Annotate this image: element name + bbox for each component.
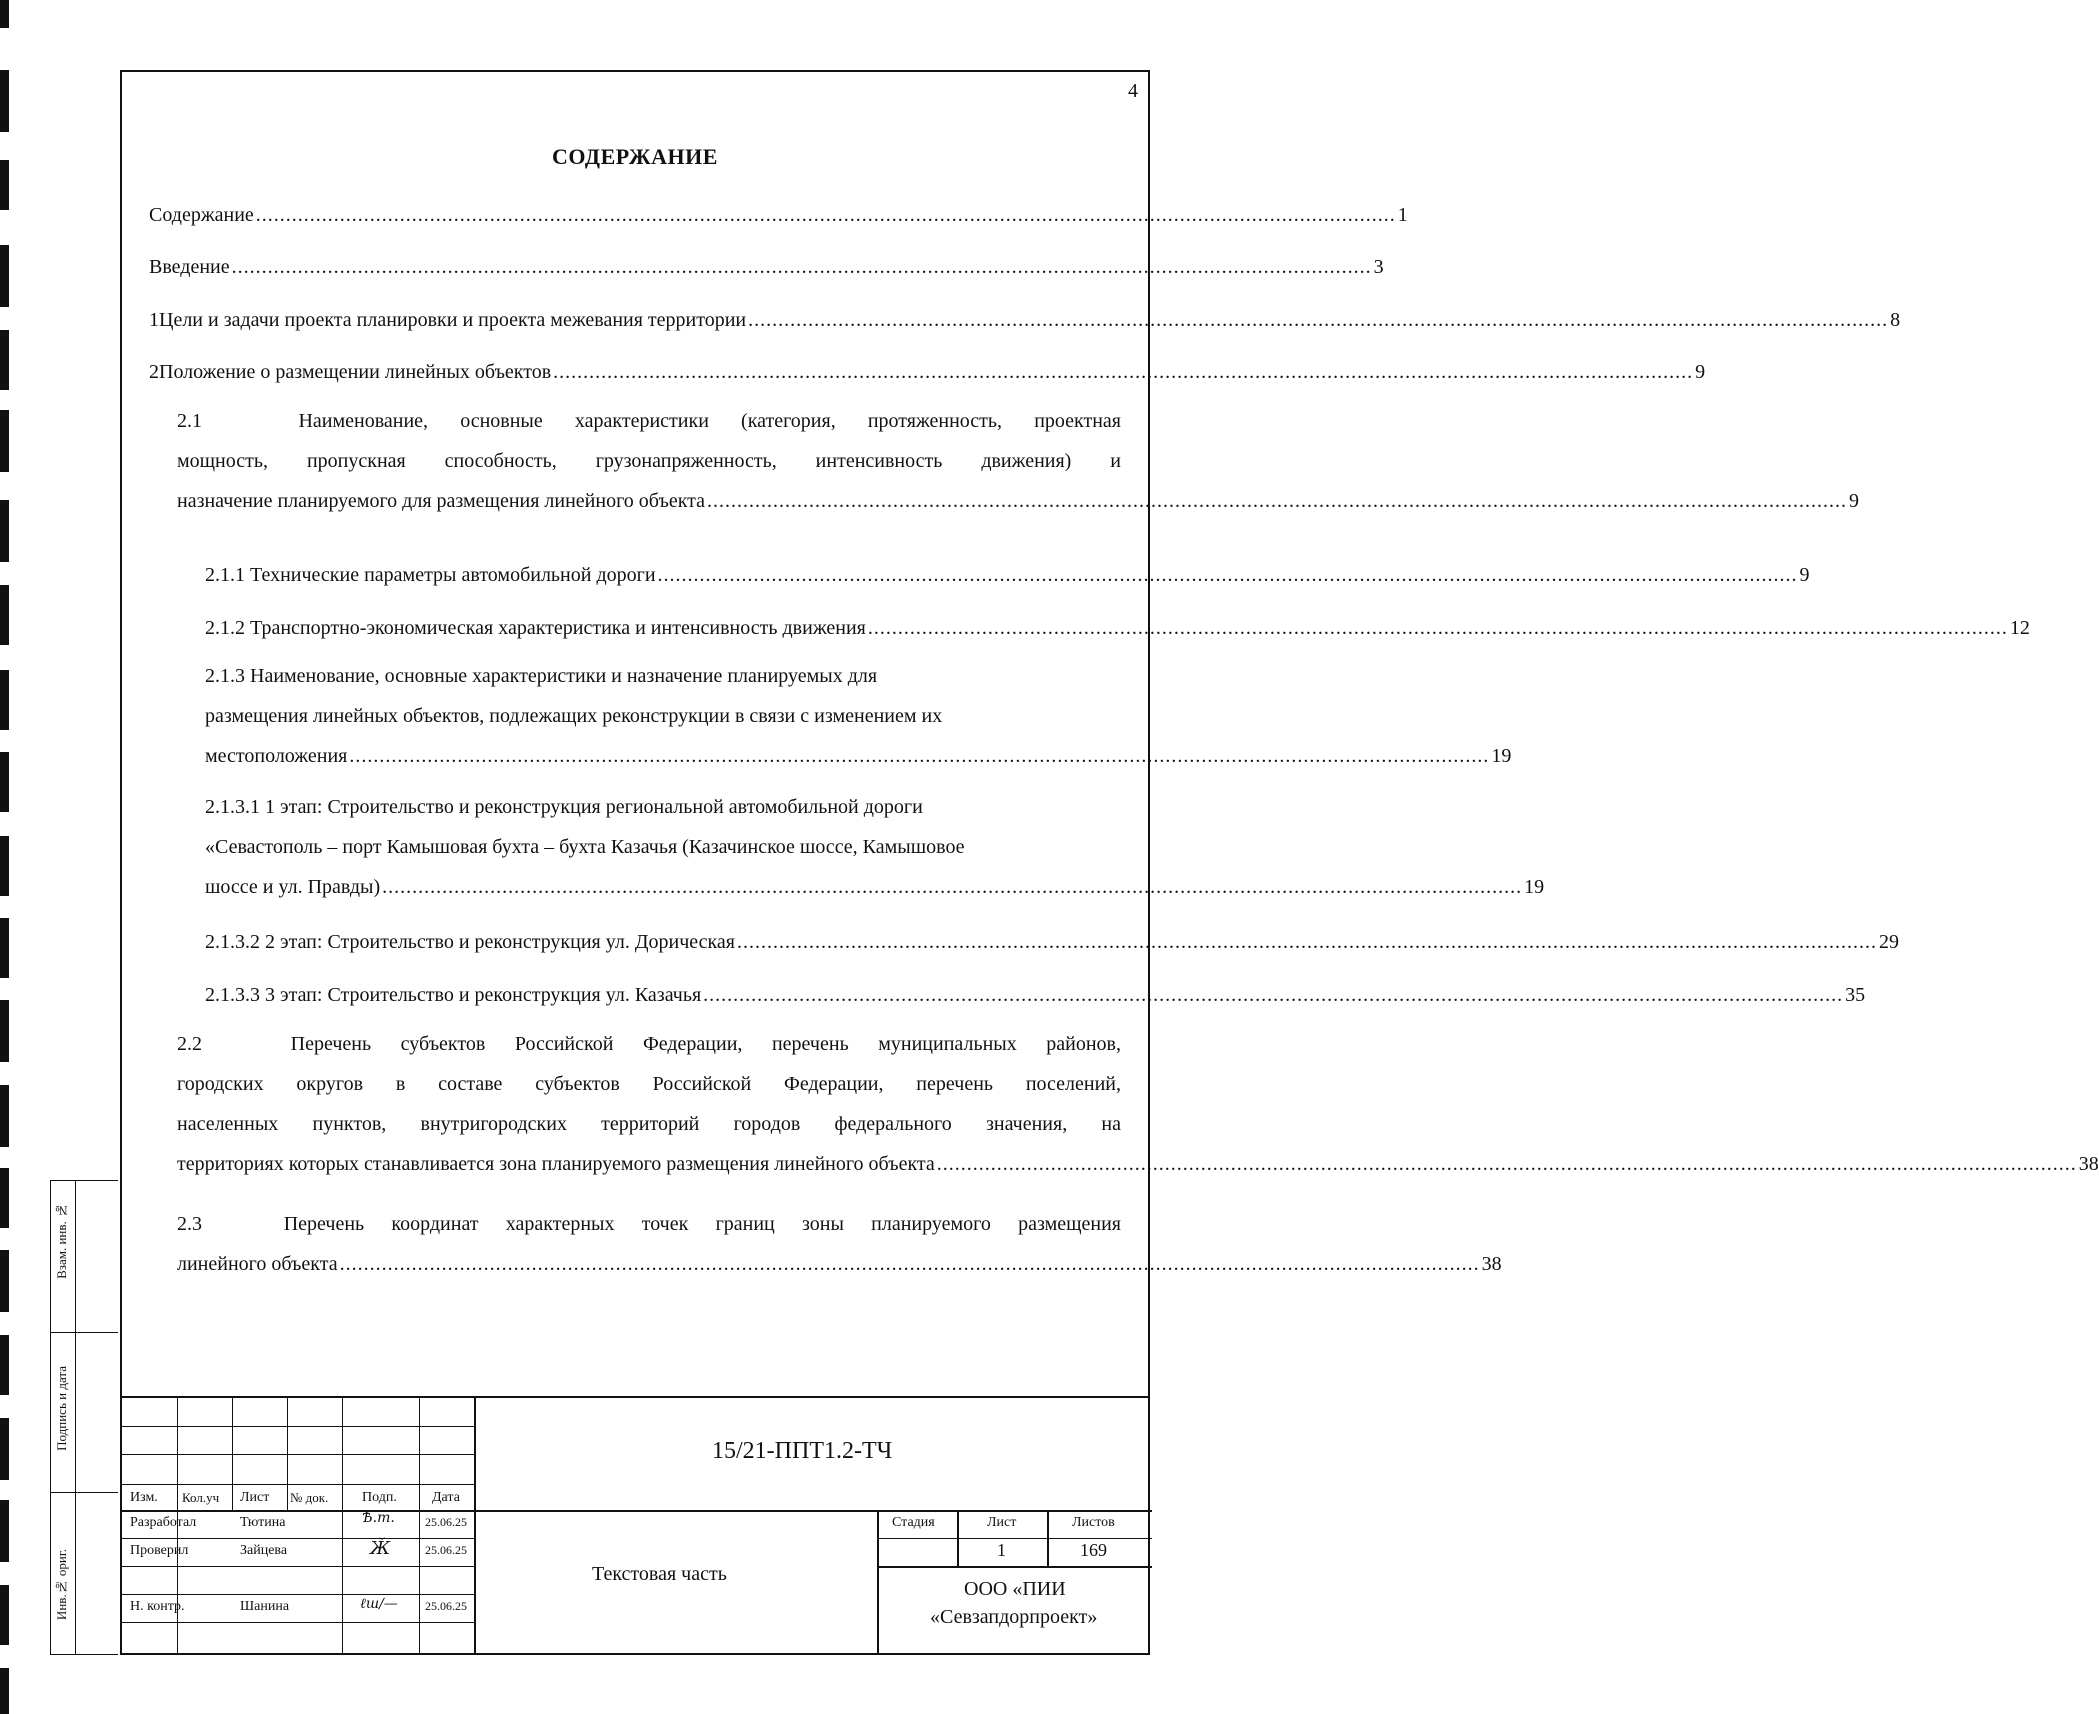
- toc-entry-page: 29: [1879, 931, 1899, 953]
- toc-entry-text: шоссе и ул. Правды): [205, 876, 381, 898]
- binder-mark: [0, 585, 9, 645]
- toc-entry-line: 2.1 Наименование, основные характеристики (категория, протяженность, проектная: [177, 410, 1121, 432]
- binder-mark: [0, 1085, 9, 1147]
- toc-entry-page: 1: [1397, 204, 1408, 226]
- toc-entry-page: 12: [2009, 617, 2030, 639]
- toc-entry-line: населенных пунктов, внутригородских территорий городов федерального значения, на: [177, 1113, 1121, 1135]
- title-block: [122, 1396, 1148, 1653]
- toc-entry-line: 2.1.3.1 1 этап: Строительство и реконструкция региональной автомобильной дороги: [205, 796, 923, 818]
- toc-entry[interactable]: [205, 617, 2030, 640]
- toc-entry[interactable]: [205, 564, 1810, 587]
- binder-mark: [0, 918, 9, 978]
- toc-entry-number: 2: [149, 361, 159, 383]
- grid-row-line: [122, 1454, 474, 1455]
- binder-mark: [0, 70, 9, 132]
- name-norm-control: Шанина: [240, 1599, 290, 1614]
- toc-entry-line: «Севастополь – порт Камышовая бухта – бухта Казачья (Казачинское шоссе, Камышовое: [205, 836, 965, 858]
- signature-developer: Ѣ.т.: [362, 1510, 395, 1526]
- grid-row-line: [122, 1594, 474, 1595]
- binder-mark: [0, 1418, 9, 1480]
- grid-row-line: [122, 1622, 474, 1623]
- grid-row-line: [122, 1484, 474, 1485]
- role-checker: Проверил: [130, 1543, 189, 1558]
- grid-row-line: [122, 1538, 474, 1539]
- toc-leader: ..............................................................................................................................................................................................: [255, 204, 1396, 226]
- toc-leader: ..............................................................................................................................................................................................: [936, 1153, 2077, 1175]
- side-label-inv: Инв.№ ориг.: [54, 1549, 69, 1621]
- binder-mark: [0, 1168, 9, 1228]
- toc-entry[interactable]: [149, 204, 1408, 227]
- binder-mark: [0, 836, 9, 896]
- toc-leader: ..............................................................................................................................................................................................: [382, 876, 1523, 898]
- toc-entry-text: Цели и задачи проекта планировки и проекта межевания территории: [159, 309, 747, 331]
- header-kol: Кол.уч: [182, 1490, 220, 1505]
- toc-entry-page: 8: [1890, 309, 1901, 331]
- info-block-line: [877, 1538, 1152, 1539]
- binder-mark: [0, 330, 9, 390]
- toc-leader: ..............................................................................................................................................................................................: [737, 931, 1877, 953]
- toc-entry-text: Содержание: [149, 204, 254, 226]
- toc-leader: ..............................................................................................................................................................................................: [657, 564, 1798, 586]
- toc-entry-line: городских округов в составе субъектов Российской Федерации, перечень поселений,: [177, 1073, 1121, 1095]
- toc-entry[interactable]: [205, 984, 1866, 1007]
- header-date: Дата: [432, 1490, 460, 1505]
- toc-entry-line: 2.1.3 Наименование, основные характеристики и назначение планируемых для: [205, 665, 878, 687]
- toc-entry-text: 2.1.3.2 2 этап: Строительство и реконструкция ул. Дорическая: [205, 931, 735, 953]
- toc-entry-number: 1: [149, 309, 159, 331]
- sheet-number: 1: [997, 1540, 1006, 1560]
- toc-leader: ..............................................................................................................................................................................................: [748, 309, 1889, 331]
- toc-entry-page: 35: [1845, 984, 1866, 1006]
- role-developer: Разработал: [130, 1515, 197, 1530]
- header-list: Лист: [240, 1490, 270, 1505]
- binder-mark: [0, 670, 9, 730]
- grid-col-line: [342, 1398, 343, 1653]
- toc-leader: ..............................................................................................................................................................................................: [707, 490, 1848, 512]
- grid-col-line: [474, 1398, 476, 1653]
- sheet-label: Лист: [987, 1515, 1017, 1530]
- document-code: 15/21-ППТ1.2-ТЧ: [712, 1438, 893, 1464]
- binder-mark: [0, 0, 9, 28]
- name-developer: Тютина: [240, 1515, 286, 1530]
- binder-mark: [0, 500, 9, 562]
- role-norm-control: Н. контр.: [130, 1599, 185, 1614]
- grid-row-line: [122, 1426, 474, 1427]
- info-block-line: [877, 1566, 1152, 1568]
- binder-mark: [0, 410, 9, 472]
- toc-entry[interactable]: [149, 361, 1706, 384]
- toc-entry-page: 9: [1695, 361, 1706, 383]
- binder-mark: [0, 245, 9, 307]
- binder-mark: [0, 1500, 9, 1562]
- binder-mark: [0, 1668, 9, 1714]
- grid-row-line: [122, 1566, 474, 1567]
- grid-col-line: [287, 1398, 288, 1512]
- stage-label: Стадия: [892, 1515, 935, 1530]
- toc-entry[interactable]: [177, 1024, 2099, 1184]
- toc-entry-text: 2.1.2 Транспортно-экономическая характеристика и интенсивность движения: [205, 617, 866, 639]
- side-label-podpis: Подпись и дата: [54, 1366, 69, 1451]
- grid-row-line: [122, 1510, 1152, 1512]
- binder-mark: [0, 1000, 9, 1062]
- date-developer: 25.06.25: [425, 1515, 467, 1529]
- binder-mark: [0, 752, 9, 812]
- toc-entry-page: 9: [1799, 564, 1810, 586]
- toc-entry[interactable]: [205, 931, 1899, 954]
- toc-entry[interactable]: [149, 309, 1901, 332]
- sheets-total: 169: [1080, 1540, 1107, 1560]
- toc-entry-text: Введение: [149, 256, 230, 278]
- toc-entry-text: 2.1.3.3 3 этап: Строительство и реконструкция ул. Казачья: [205, 984, 702, 1006]
- page-number: 4: [1128, 80, 1138, 102]
- binder-mark: [0, 1585, 9, 1645]
- toc-entry-text: 2.1.1 Технические параметры автомобильной дороги: [205, 564, 656, 586]
- toc-entry[interactable]: [205, 656, 1512, 776]
- toc-entry-page: 3: [1373, 256, 1384, 278]
- toc-entry-line: 2.2 Перечень субъектов Российской Федерации, перечень муниципальных районов,: [177, 1033, 1121, 1055]
- grid-col-line: [232, 1398, 233, 1512]
- toc-leader: ..............................................................................................................................................................................................: [553, 361, 1694, 383]
- toc-entry-text: Положение о размещении линейных объектов: [159, 361, 552, 383]
- side-stamp: [50, 1180, 118, 1655]
- page-title: СОДЕРЖАНИЕ: [552, 144, 718, 169]
- toc-entry-page: 19: [1491, 745, 1512, 767]
- grid-col-line: [419, 1398, 420, 1653]
- toc-entry-page: 9: [1849, 490, 1860, 512]
- date-checker: 25.06.25: [425, 1543, 467, 1557]
- sheets-label: Листов: [1072, 1515, 1115, 1530]
- binder-mark: [0, 1335, 9, 1395]
- toc-entry-line: мощность, пропускная способность, грузонапряженность, интенсивность движения) и: [177, 450, 1121, 472]
- toc-entry-line: 2.3 Перечень координат характерных точек границ зоны планируемого размещения: [177, 1213, 1121, 1235]
- toc-leader: ..............................................................................................................................................................................................: [703, 984, 1844, 1006]
- side-label-vzam: Взам. инв. №: [54, 1203, 69, 1279]
- header-izm: Изм.: [130, 1490, 158, 1505]
- binder-mark: [0, 1250, 9, 1312]
- toc-leader: ..............................................................................................................................................................................................: [867, 617, 2008, 639]
- info-block-line: [877, 1510, 879, 1653]
- header-doc: № док.: [290, 1490, 329, 1505]
- toc-entry-line: размещения линейных объектов, подлежащих реконструкции в связи с изменением их: [205, 705, 943, 727]
- toc-entry-text: линейного объекта: [177, 1253, 338, 1275]
- toc-entry-page: 19: [1524, 876, 1545, 898]
- toc-leader: ..............................................................................................................................................................................................: [339, 1253, 1480, 1275]
- toc-entry-text: местоположения: [205, 745, 348, 767]
- header-podp: Подп.: [362, 1490, 397, 1505]
- org-name-line2: «Севзапдорпроект»: [930, 1606, 1098, 1628]
- toc-entry-text: территориях которых станавливается зона планируемого размещения линейного объекта: [177, 1153, 935, 1175]
- signature-norm-control: ℓш∕—: [360, 1596, 398, 1612]
- toc-leader: ..............................................................................................................................................................................................: [349, 745, 1490, 767]
- document-title: Текстовая часть: [592, 1563, 727, 1585]
- date-norm-control: 25.06.25: [425, 1599, 467, 1613]
- toc-entry-page: 38: [1481, 1253, 1502, 1275]
- toc-entry-text: назначение планируемого для размещения линейного объекта: [177, 490, 706, 512]
- toc-entry[interactable]: [205, 787, 1545, 907]
- page-frame: [120, 70, 2099, 1655]
- binder-mark: [0, 160, 9, 210]
- org-name-line1: ООО «ПИИ: [964, 1578, 1066, 1600]
- toc-entry[interactable]: [177, 401, 1860, 521]
- signature-checker: Ӂ: [370, 1538, 391, 1559]
- toc-entry[interactable]: [149, 256, 1384, 279]
- toc-entry[interactable]: [177, 1204, 1502, 1284]
- toc-leader: ..............................................................................................................................................................................................: [231, 256, 1372, 278]
- name-checker: Зайцева: [240, 1543, 288, 1558]
- toc-entry-page: 38: [2078, 1153, 2099, 1175]
